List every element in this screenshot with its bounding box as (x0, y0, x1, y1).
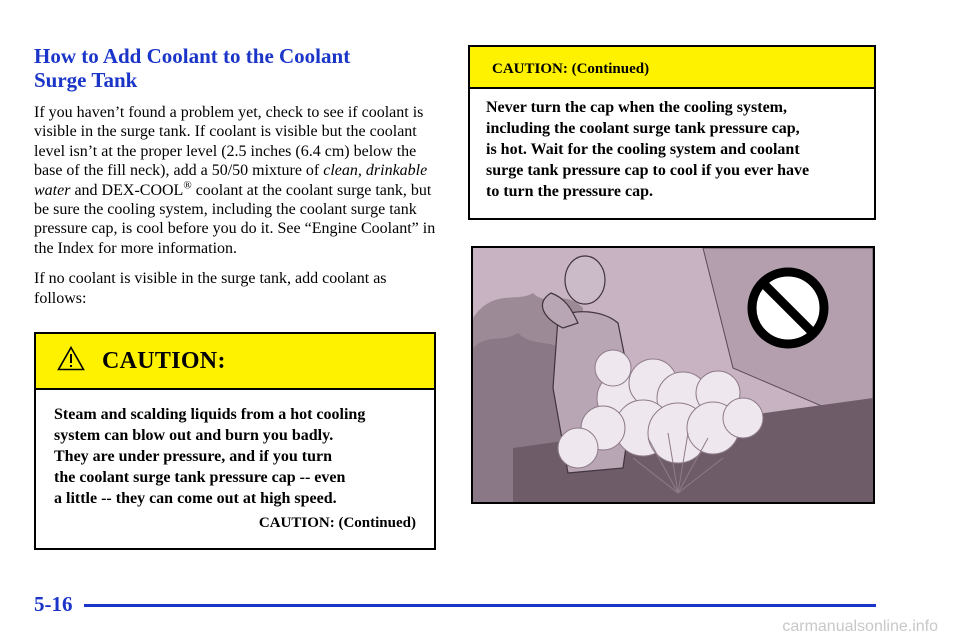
caution-continued-body (470, 89, 874, 202)
prohibition-icon (752, 272, 824, 344)
caution-header (36, 334, 434, 390)
caution-warning-text: Steam and scalding liquids from a hot cooling system can blow out and burn you badly. They are under pressure, and if you turn the coolant surge tank pressure cap -- even a little -- they can come out at high speed. (54, 406, 366, 507)
caution-body (36, 390, 434, 532)
watermark: carmanualsonline.info (782, 618, 938, 635)
intro-italic: clean, drinkable water (34, 162, 428, 199)
section-title-line1: How to Add Coolant to the Coolant (34, 44, 351, 68)
person-head (565, 256, 605, 304)
warning-triangle-icon (57, 346, 85, 371)
caution-continued-box (468, 45, 876, 220)
caution-continued-title: CAUTION: (Continued) (470, 47, 874, 89)
left-column (34, 44, 440, 308)
illustration-drawing (473, 248, 873, 502)
caution-box (34, 332, 436, 550)
caution-title: CAUTION: (102, 348, 226, 374)
footer-rule (84, 604, 876, 607)
caution-continued-text: Never turn the cap when the cooling system, including the coolant surge tank pressure cap, is hot. Wait for the cooling system and coolant surge tank pressure cap to cool if you ever have to turn the pressure cap. (486, 99, 810, 200)
registered-mark: ® (183, 179, 192, 192)
caution-continued-label: CAUTION: (Continued) (258, 515, 416, 531)
section-title-line2: Surge Tank (34, 68, 138, 92)
section-title (34, 44, 440, 92)
intro-paragraph: If you haven’t found a problem yet, check to see if coolant is visible in the surge tank. If coolant is visible but the coolant level isn’t at the proper level (2.5 inches (6.4 cm) below the base of the fill neck), add a 50/50 mixture of clean, drinkable water and DEX-COOL® coolant at the coolant surge tank, but be sure the cooling system, including the coolant surge tank pressure cap, is cool before you do it. See “Engine Coolant” in the Index for more information. (34, 104, 436, 257)
page-number: 5-16 (34, 592, 73, 616)
second-paragraph: If no coolant is visible in the surge tank, add coolant as follows: (34, 270, 387, 307)
steam-hazard-illustration (471, 246, 875, 504)
